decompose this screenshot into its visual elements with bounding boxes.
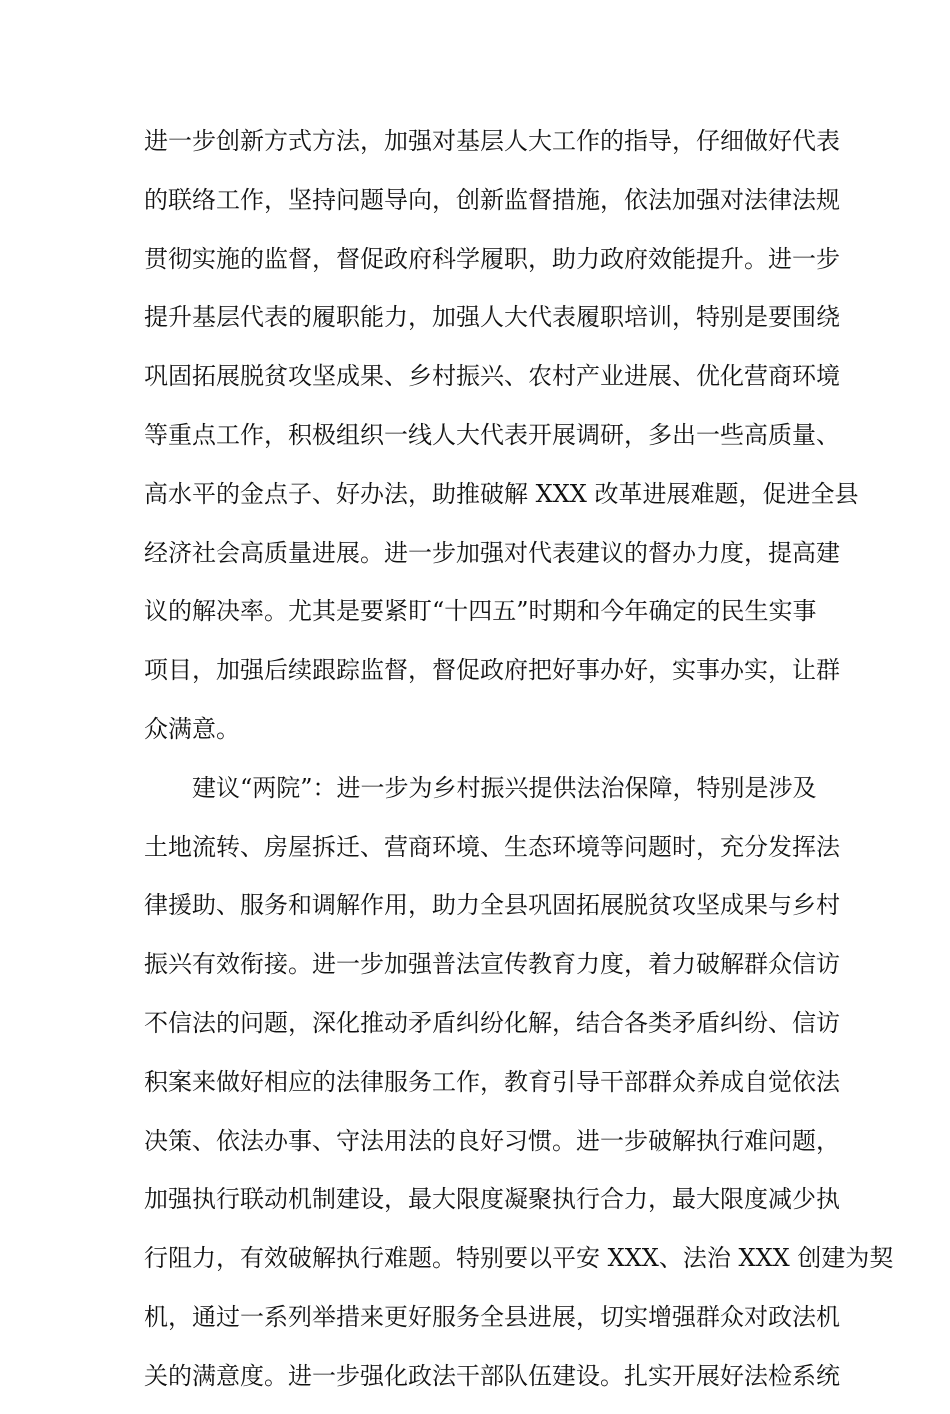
- text-line: 进一步创新方式方法，加强对基层人大工作的指导，仔细做好代表: [144, 127, 840, 155]
- text-line: 经济社会高质量进展。进一步加强对代表建议的督办力度，提高建: [144, 538, 840, 567]
- text-line: 行阻力，有效破解执行难题。特别要以平安 XXX、法治 XXX 创建为契: [144, 1244, 894, 1273]
- text-line: 律援助、服务和调解作用，助力全县巩固拓展脱贫攻坚成果与乡村: [144, 891, 840, 920]
- text-line: 加强执行联动机制建设，最大限度凝聚执行合力，最大限度减少执: [144, 1185, 840, 1214]
- text-line: 巩固拓展脱贫攻坚成果、乡村振兴、农村产业进展、优化营商环境: [144, 362, 840, 391]
- document-body: [144, 120, 894, 1414]
- text-line: 土地流转、房屋拆迁、营商环境、生态环境等问题时，充分发挥法: [144, 832, 840, 861]
- text-line: 机，通过一系列举措来更好服务全县进展，切实增强群众对政法机: [144, 1302, 840, 1331]
- paragraph-2: [144, 767, 894, 1397]
- text-line: 议的解决率。尤其是要紧盯“十四五”时期和今年确定的民生实事: [144, 597, 817, 626]
- text-line: 决策、依法办事、守法用法的良好习惯。进一步破解执行难问题，: [144, 1126, 840, 1155]
- text-line: 振兴有效衔接。进一步加强普法宣传教育力度，着力破解群众信访: [144, 950, 840, 979]
- text-line: 提升基层代表的履职能力，加强人大代表履职培训，特别是要围绕: [144, 303, 840, 332]
- paragraph-1: [144, 120, 859, 750]
- text-line: 高水平的金点子、好办法，助推破解 XXX 改革进展难题，促进全县: [144, 479, 859, 508]
- text-line: 不信法的问题，深化推动矛盾纠纷化解，结合各类矛盾纠纷、信访: [144, 1008, 840, 1037]
- text-line: 的联络工作，坚持问题导向，创新监督措施，依法加强对法律法规: [144, 185, 840, 214]
- text-line: 贯彻实施的监督，督促政府科学履职，助力政府效能提升。进一步: [144, 244, 840, 273]
- text-line: 项目，加强后续跟踪监督，督促政府把好事办好，实事办实，让群: [144, 656, 840, 685]
- text-line: 积案来做好相应的法律服务工作，教育引导干部群众养成自觉依法: [144, 1067, 840, 1096]
- text-line: 众满意。: [144, 714, 240, 743]
- text-line: 关的满意度。进一步强化政法干部队伍建设。扎实开展好法检系统: [144, 1361, 840, 1390]
- text-line: 建议“两院”：进一步为乡村振兴提供法治保障，特别是涉及: [192, 773, 817, 802]
- text-line: 等重点工作，积极组织一线人大代表开展调研，多出一些高质量、: [144, 420, 840, 449]
